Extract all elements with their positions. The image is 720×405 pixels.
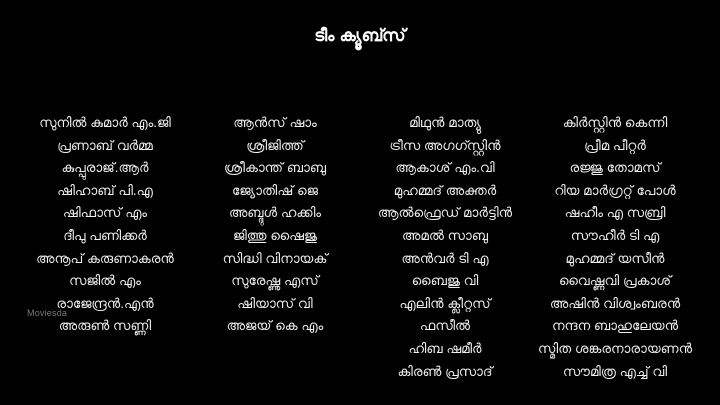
credit-name: ഹിബ ഷമീർ <box>408 340 482 356</box>
credit-name: ഫസീൽ <box>419 318 471 334</box>
credit-name: രജ്ജു തോമസ് <box>569 160 661 176</box>
credit-name: സിദ്ധി വിനായക് <box>222 250 328 266</box>
credit-name: സുനിൽ കുമാർ എം.ജി <box>39 115 171 130</box>
credit-name: കുപ്പുരാജ്.ആർ <box>61 160 149 176</box>
credit-name: ഷിയാസ് വി <box>237 295 313 311</box>
credit-name: ബൈജു വി <box>411 273 479 289</box>
credit-name: രാജേന്ദ്രൻ.എൻ <box>56 295 154 311</box>
credit-name: ആൻസ് ഷാം <box>233 115 317 130</box>
credit-name: ശ്രീജിത്ത് <box>246 137 304 153</box>
page-title: ടീം ക്യൂബ്സ് <box>314 26 406 45</box>
credit-name: റിയ മാർഗ്രറ്റ് പോൾ <box>554 182 676 198</box>
credit-name: അജയ് കെ എം <box>226 318 324 334</box>
credit-name: ദീപു പണിക്കർ <box>63 227 147 243</box>
credit-name: ട്രീസ അഗഗ്സ്റ്റിൻ <box>389 137 501 153</box>
credit-name: പ്രണാബ് വർമ്മ <box>57 137 153 153</box>
credits-column-4 <box>530 112 700 383</box>
credit-name: ഷിഹാബ് പി.എ <box>57 182 153 198</box>
credit-name: എലിൻ ക്ലീറ്റസ് <box>399 295 491 311</box>
credit-name: സൗഹീർ ടി എ <box>570 227 660 243</box>
credit-name: ജ്യോതിഷ് ജെ <box>232 182 318 198</box>
credit-name: കിരൺ പ്രസാദ് <box>397 363 493 379</box>
credit-name: സജിൽ എം <box>69 273 141 289</box>
credit-name: ഷഹീം എ സബ്രി <box>564 205 666 221</box>
credit-name: ജിത്തു ഷൈജു <box>233 227 317 243</box>
watermark-label: Moviesda <box>27 308 68 318</box>
credit-name: മിഥുൻ മാത്യു <box>409 115 481 130</box>
credit-name: ഷിഫാസ് എം <box>62 205 148 221</box>
credit-name: സ്മിത ശങ്കരനാരായണൻ <box>537 340 693 356</box>
credit-name: പ്രീമ പീറ്റർ <box>584 137 646 153</box>
credit-name: വൈഷ്ണവി പ്രകാശ് <box>558 273 672 289</box>
credit-name: അൻവർ ടി എ <box>401 250 489 266</box>
credits-column-2 <box>190 112 360 338</box>
credit-name: സൗമിത്ര എച്ച് വി <box>562 363 668 379</box>
credit-name: നന്ദന ബാഹുലേയൻ <box>552 318 678 334</box>
credits-column-1 <box>20 112 190 338</box>
credit-name: മുഹമ്മദ് യസീൻ <box>565 250 665 266</box>
credit-name: അനൂപ് കരുണാകരൻ <box>36 250 174 266</box>
credit-name: മുഹമ്മദ് അക്തർ <box>393 182 497 198</box>
credit-name: അരുൺ സണ്ണി <box>58 318 152 334</box>
credit-name: അമൽ സാബു <box>401 227 488 243</box>
credit-name: ആൽഫ്രെഡ് മാർട്ടിൻ <box>377 205 513 221</box>
credit-name: ആകാശ് എം.വി <box>395 160 495 176</box>
credit-name: അബ്ദുൾ ഹക്കിം <box>228 205 322 221</box>
credit-name: കിർസ്റ്റിൻ കെന്നി <box>562 115 668 130</box>
credit-name: സുരേഷ്ണു എസ് <box>231 273 319 289</box>
credit-name: അഷിൻ വിശ്വംബരൻ <box>549 295 681 311</box>
credit-name: ശ്രീകാന്ത് ബാബു <box>223 160 327 176</box>
credits-columns <box>0 112 720 383</box>
credits-column-3 <box>360 112 530 383</box>
